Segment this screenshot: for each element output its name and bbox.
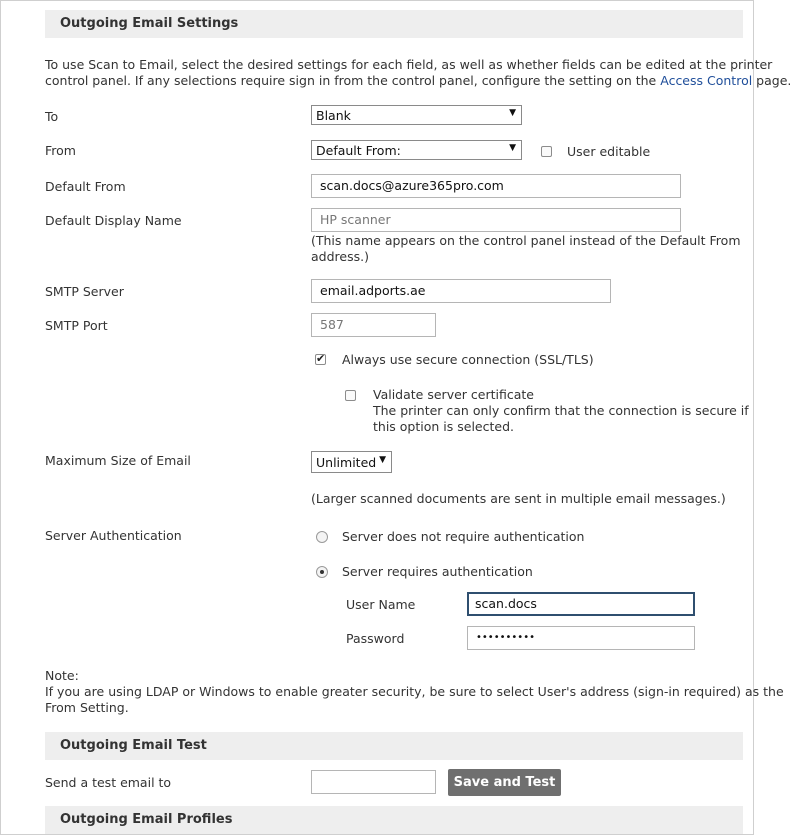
chevron-down-icon: ▼	[509, 143, 516, 153]
password-label: Password	[346, 631, 405, 646]
note-line-1: If you are using LDAP or Windows to enable greater security, be sure to select User's address (sign-in required) as the	[45, 684, 784, 699]
default-from-input[interactable]: scan.docs@azure365pro.com	[311, 174, 681, 198]
user-editable-label: User editable	[567, 144, 651, 159]
chevron-down-icon: ▼	[379, 455, 386, 465]
ssl-checkbox[interactable]	[315, 354, 326, 365]
max-size-select-value: Unlimited	[316, 455, 377, 470]
from-select-value: Default From:	[316, 143, 401, 158]
max-size-help: (Larger scanned documents are sent in multiple email messages.)	[311, 491, 726, 506]
validate-cert-help-1: The printer can only confirm that the connection is secure if	[373, 403, 749, 418]
access-control-link[interactable]: Access Control	[660, 73, 753, 88]
smtp-port-input[interactable]: 587	[311, 313, 436, 337]
to-label: To	[45, 109, 59, 124]
max-size-select[interactable]	[311, 451, 392, 473]
from-label: From	[45, 143, 76, 158]
chevron-down-icon: ▼	[509, 108, 516, 118]
display-name-help-2: address.)	[311, 249, 369, 264]
auth-none-label: Server does not require authentication	[342, 529, 585, 544]
intro-line-1: To use Scan to Email, select the desired settings for each field, as well as whether fields can be edited at the printer	[45, 57, 773, 72]
ssl-label: Always use secure connection (SSL/TLS)	[342, 352, 594, 367]
smtp-server-input[interactable]: email.adports.ae	[311, 279, 611, 303]
display-name-label: Default Display Name	[45, 213, 182, 228]
username-label: User Name	[346, 597, 416, 612]
username-input[interactable]: scan.docs	[467, 592, 695, 616]
save-and-test-button[interactable]: Save and Test	[448, 769, 561, 796]
intro-line-2	[45, 73, 791, 88]
display-name-input[interactable]: HP scanner	[311, 208, 681, 232]
smtp-port-label: SMTP Port	[45, 318, 108, 333]
max-size-label: Maximum Size of Email	[45, 453, 191, 468]
test-email-input[interactable]	[311, 770, 436, 794]
outgoing-settings-header	[45, 10, 743, 38]
note-line-2: From Setting.	[45, 700, 129, 715]
validate-cert-help-2: this option is selected.	[373, 419, 514, 434]
email-test-header	[45, 732, 743, 760]
intro-line-2-text: control panel. If any selections require sign in from the control panel, configure the setting on the	[45, 73, 657, 88]
email-test-title: Outgoing Email Test	[60, 738, 207, 753]
default-from-label: Default From	[45, 179, 126, 194]
test-email-label: Send a test email to	[45, 775, 172, 790]
intro-line-2-end: page.	[756, 73, 791, 88]
from-select[interactable]	[311, 140, 522, 160]
password-input[interactable]: ••••••••••	[467, 626, 695, 650]
email-profiles-title: Outgoing Email Profiles	[60, 812, 233, 827]
auth-required-radio[interactable]	[316, 566, 328, 578]
validate-cert-checkbox[interactable]	[345, 390, 356, 401]
auth-none-radio[interactable]	[316, 531, 328, 543]
validate-cert-label: Validate server certificate	[373, 387, 534, 402]
display-name-help-1: (This name appears on the control panel instead of the Default From	[311, 233, 741, 248]
email-profiles-header	[45, 806, 743, 834]
to-select[interactable]	[311, 105, 522, 125]
server-auth-label: Server Authentication	[45, 528, 182, 543]
note-title: Note:	[45, 668, 79, 683]
user-editable-checkbox[interactable]	[541, 146, 552, 157]
to-select-value: Blank	[316, 108, 351, 123]
auth-required-label: Server requires authentication	[342, 564, 533, 579]
smtp-server-label: SMTP Server	[45, 284, 124, 299]
outgoing-settings-title: Outgoing Email Settings	[60, 16, 239, 31]
